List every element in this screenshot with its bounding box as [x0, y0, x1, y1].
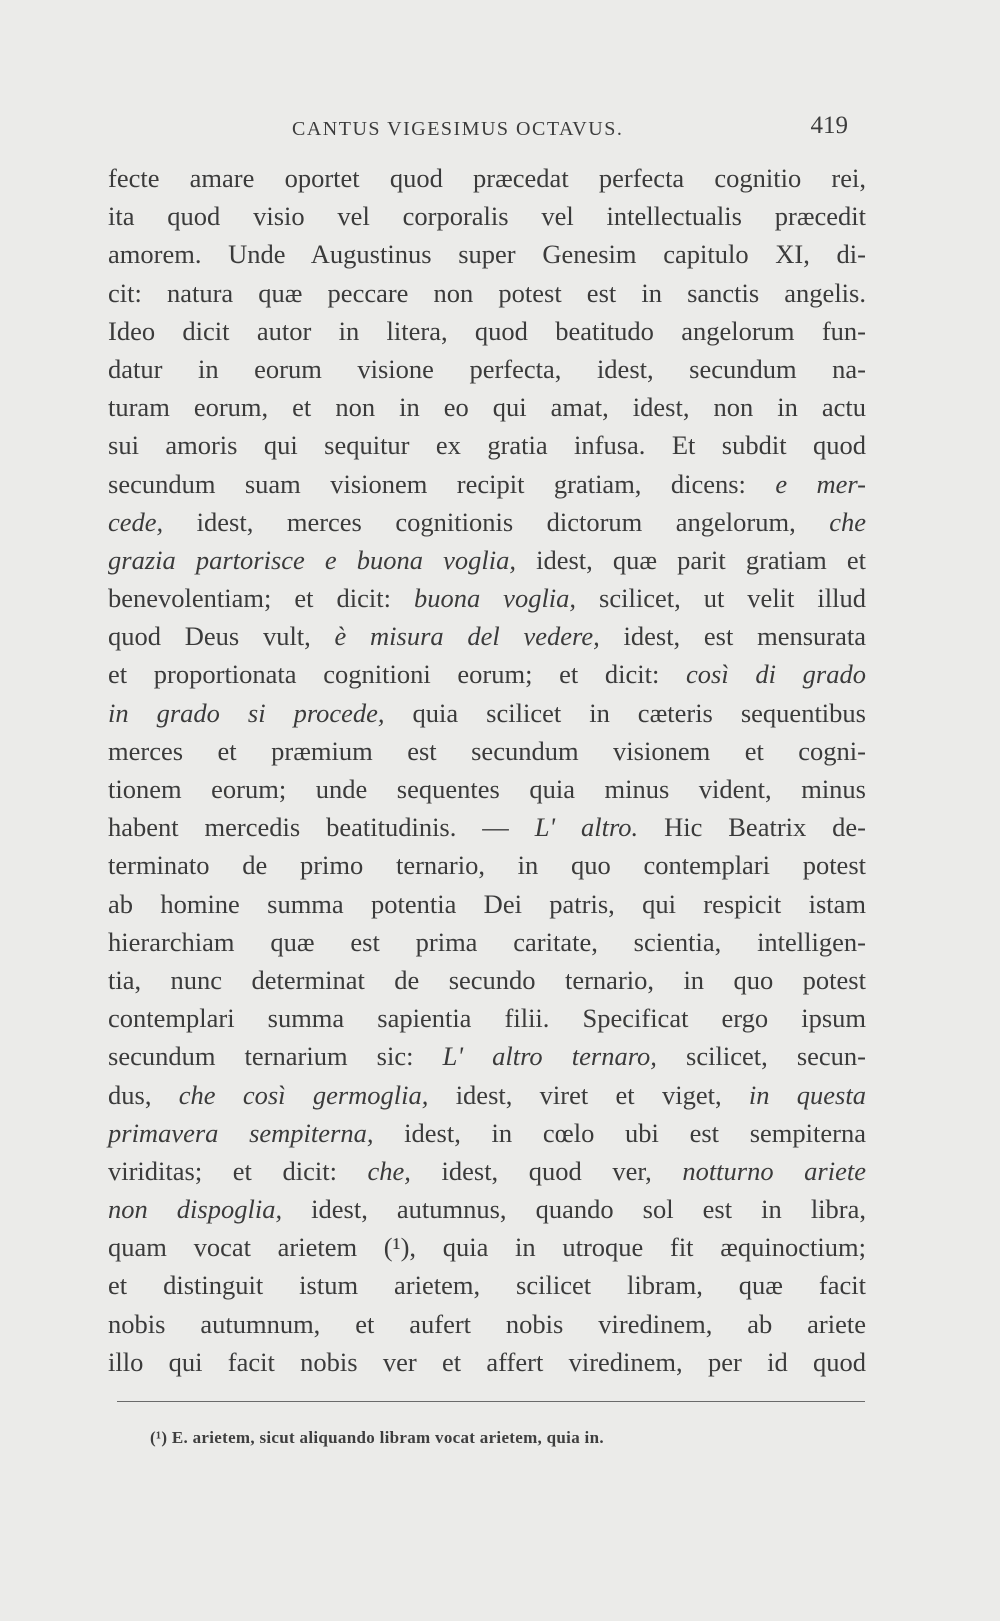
- text-line: [108, 999, 866, 1037]
- text-line: [108, 1343, 866, 1381]
- text-segment: fecte amare oportet quod præcedat perfecta cognitio rei,: [108, 163, 866, 193]
- text-segment: terminato de primo ternario, in quo contemplari potest: [108, 850, 866, 881]
- text-segment: nobis autumnum, et aufert nobis viredinem, ab ariete: [108, 1308, 866, 1339]
- text-line: [108, 579, 866, 617]
- italic-quote: notturno ariete: [682, 1155, 866, 1186]
- text-segment: illo qui facit nobis ver et affert viredinem, per id quod: [108, 1346, 866, 1377]
- text-line: [108, 1114, 866, 1152]
- italic-quote: buona voglia,: [413, 583, 577, 614]
- text-line: [108, 1037, 866, 1075]
- text-segment: habent mercedis beatitudinis. —: [108, 812, 535, 843]
- text-segment: Hic Beatrix de-: [638, 812, 866, 843]
- text-segment: tionem eorum; unde sequentes quia minus vident, minus: [108, 774, 866, 804]
- text-segment: idest, quæ parit gratiam et: [515, 544, 866, 575]
- text-line: [108, 465, 866, 503]
- text-segment: scilicet, ut velit illud: [576, 583, 866, 614]
- text-line: [108, 1228, 866, 1266]
- text-segment: dus,: [108, 1079, 179, 1110]
- text-line: [108, 961, 866, 999]
- text-line: [108, 541, 866, 579]
- text-line: [108, 923, 866, 961]
- text-segment: quod Deus vult,: [108, 621, 335, 652]
- text-segment: secundum ternarium sic:: [108, 1041, 443, 1072]
- text-segment: idest, merces cognitionis dictorum angelorum,: [163, 506, 830, 537]
- text-line: [108, 1266, 866, 1304]
- text-line: [108, 274, 866, 312]
- text-segment: benevolentiam; et dicit:: [108, 583, 414, 614]
- text-line: [108, 808, 866, 846]
- text-segment: hierarchiam quæ est prima caritate, scientia, intelligen-: [108, 926, 866, 957]
- running-head: [292, 112, 852, 148]
- italic-quote: che così germoglia,: [178, 1079, 429, 1110]
- text-line: [108, 655, 866, 693]
- italic-quote: grazia partorisce e buona voglia,: [108, 544, 516, 575]
- italic-quote: così di grado: [686, 659, 866, 690]
- text-line: [108, 1152, 866, 1190]
- text-segment: idest, viret et viget,: [428, 1079, 749, 1110]
- italic-quote: che,: [367, 1155, 411, 1186]
- text-segment: contemplari summa sapientia filii. Specificat ergo ipsum: [108, 1003, 866, 1034]
- text-segment: sui amoris qui sequitur ex gratia infusa. Et subdit quod: [108, 430, 866, 461]
- body-text: [108, 159, 866, 1381]
- text-segment: turam eorum, et non in eo qui amat, idest, non in actu: [108, 392, 866, 423]
- footnote-rule: [117, 1401, 865, 1402]
- text-segment: merces et præmium est secundum visionem et cogni-: [108, 735, 866, 766]
- text-segment: idest, est mensurata: [599, 621, 866, 652]
- footnote-marker: (¹): [150, 1428, 168, 1447]
- italic-quote: L' altro.: [534, 812, 639, 843]
- italic-quote: non dispoglia,: [108, 1194, 283, 1225]
- text-line: [108, 1305, 866, 1343]
- italic-quote: e mer-: [775, 468, 866, 499]
- text-line: [108, 770, 866, 808]
- italic-quote: L' altro ternaro,: [442, 1041, 657, 1072]
- footnote: [150, 1428, 604, 1448]
- running-title: CANTUS VIGESIMUS OCTAVUS.: [292, 118, 624, 140]
- text-line: [108, 426, 866, 464]
- text-line: [108, 235, 866, 273]
- text-segment: scilicet, secun-: [656, 1041, 866, 1072]
- text-segment: quam vocat arietem (¹), quia in utroque fit æquinoctium;: [108, 1232, 866, 1263]
- italic-quote: cede,: [108, 506, 164, 537]
- italic-quote: primavera sempiterna,: [108, 1117, 374, 1148]
- italic-quote: in questa: [748, 1079, 866, 1110]
- text-line: [108, 159, 866, 197]
- text-segment: Ideo dicit autor in litera, quod beatitudo angelorum fun-: [108, 315, 866, 346]
- text-segment: idest, quod ver,: [410, 1155, 683, 1186]
- text-line: [108, 197, 866, 235]
- text-segment: cit: natura quæ peccare non potest est in sanctis angelis.: [108, 277, 866, 308]
- text-segment: viriditas; et dicit:: [108, 1155, 368, 1186]
- italic-quote: in grado si procede,: [108, 697, 385, 728]
- text-line: [108, 732, 866, 770]
- text-line: [108, 846, 866, 884]
- text-line: [108, 1190, 866, 1228]
- text-segment: quia scilicet in cæteris sequentibus: [384, 697, 866, 728]
- text-line: [108, 388, 866, 426]
- text-segment: idest, autumnus, quando sol est in libra,: [282, 1194, 866, 1225]
- text-line: [108, 694, 866, 732]
- text-line: [108, 885, 866, 923]
- text-segment: idest, in cœlo ubi est sempiterna: [373, 1117, 866, 1148]
- text-line: [108, 350, 866, 388]
- footnote-text: E. arietem, sicut aliquando libram vocat arietem, quia in.: [167, 1428, 604, 1447]
- text-segment: datur in eorum visione perfecta, idest, secundum na-: [108, 353, 866, 384]
- text-line: [108, 617, 866, 655]
- text-segment: ita quod visio vel corporalis vel intellectualis præcedit: [108, 201, 866, 232]
- text-segment: et proportionata cognitioni eorum; et dicit:: [108, 659, 687, 690]
- text-segment: amorem. Unde Augustinus super Genesim capitulo XI, di-: [108, 239, 866, 270]
- page-number: 419: [810, 112, 848, 139]
- text-line: [108, 503, 866, 541]
- text-segment: secundum suam visionem recipit gratiam, dicens:: [108, 468, 776, 499]
- text-segment: tia, nunc determinat de secundo ternario, in quo potest: [108, 964, 866, 995]
- italic-quote: che: [829, 506, 866, 537]
- text-line: [108, 1076, 866, 1114]
- text-segment: ab homine summa potentia Dei patris, qui respicit istam: [108, 888, 866, 919]
- text-segment: et distinguit istum arietem, scilicet libram, quæ facit: [108, 1270, 866, 1301]
- italic-quote: è misura del vedere,: [334, 621, 600, 652]
- text-line: [108, 312, 866, 350]
